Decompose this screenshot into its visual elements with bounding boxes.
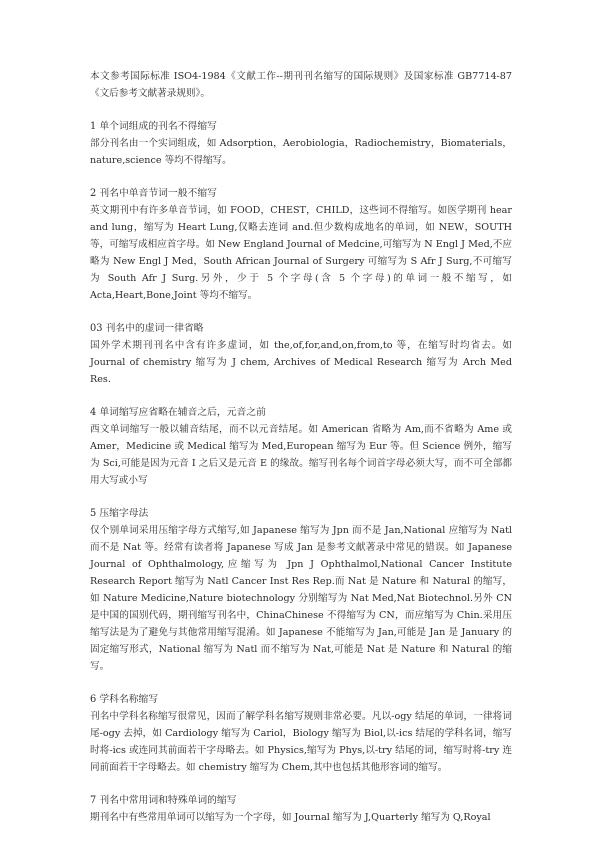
section-7 <box>90 792 512 826</box>
document-page <box>90 68 512 842</box>
section-1 <box>90 118 512 169</box>
section-heading: 2 刊名中单音节词一般不缩写 <box>90 188 217 199</box>
section-heading: 1 单个词组成的刊名不得缩写 <box>90 121 217 132</box>
section-5 <box>90 505 512 675</box>
section-heading: 7 刊名中常用词和特殊单词的缩写 <box>90 795 237 806</box>
section-6 <box>90 691 512 776</box>
section-body: 部分刊名由一个实词组成，如 Adsorption，Aerobiologia，Radiochemistry，Biomaterials，nature,science 等均不得缩写。 <box>90 138 512 166</box>
section-heading: 4 单词缩写应省略在辅音之后，元音之前 <box>90 407 266 418</box>
section-body: 仅个别单词采用压缩字母方式缩写,如 Japanese 缩写为 Jpn 而不是 Jan,National 应缩写为 Natl 而不是 Nat 等。经常有读者将 Japanese 写成 Jan 是参考文献著录中常见的错误。如 Japanese Journal of Ophthalmology,应缩写为 Jpn J Ophthalmol,National Cancer Institute Research Report 缩写为 Natl Cancer Inst Res Rep.而 Nat 是 Nature 和 Natural 的缩写，如 Nature Medicine,Nature biotechnology 分别缩写为 Nat Med,Nat Biotechnol.另外 CN 是中国的国别代码，期刊缩写刊名中，ChinaChinese 不得缩写为 CN，而应缩写为 Chin.采用压缩写法是为了避免与其他常用缩写混淆。如 Japanese 不能缩写为 Jan,可能是 Jan 是 January 的固定缩写形式，National 缩写为 Natl 而不缩写为 Nat,可能是 Nat 是 Nature 和 Natural 的缩写。 <box>90 525 512 672</box>
section-2 <box>90 185 512 304</box>
section-body: 刊名中学科名称缩写很常见，因而了解学科名缩写规则非常必要。凡以-ogy 结尾的单词，一律将词尾-ogy 去掉，如 Cardiology 缩写为 Cariol，Biology 缩写为 Biol,以-ics 结尾的学科名词，缩写时将-ics 或连同其前面若干字母略去。如 Physics,缩写为 Phys,以-try 结尾的词，缩写时将-try 连同前面若干字母略去。如 chemistry 缩写为 Chem,其中也包括其他形容词的缩写。 <box>90 711 512 773</box>
section-4 <box>90 404 512 489</box>
section-body: 西文单词缩写一般以辅音结尾，而不以元音结尾。如 American 省略为 Am,而不省略为 Ame 或 Amer，Medicine 或 Medical 缩写为 Med,European 缩写为 Eur 等。但 Science 例外，缩写为 Sci,可能是因为元音 I 之后又是元音 E 的缘故。缩写刊名每个词首字母必须大写，而不可全部都用大写或小写 <box>90 424 512 486</box>
section-body: 期刊名中有些常用单词可以缩写为一个字母，如 Journal 缩写为 J,Quarterly 缩写为 Q,Royal <box>90 812 491 823</box>
section-heading: 6 学科名称缩写 <box>90 694 159 705</box>
section-body: 国外学术期刊刊名中含有许多虚词，如 the,of,for,and,on,from,to 等，在缩写时均省去。如 Journal of chemistry 缩写为 J chem, Archives of Medical Research 缩写为 Arch Med Res. <box>90 340 512 385</box>
section-3 <box>90 320 512 388</box>
section-heading: 03 刊名中的虚词一律省略 <box>90 323 204 334</box>
intro-paragraph: 本文参考国际标准 ISO4-1984《文献工作--期刊刊名缩写的国际规则》及国家标准 GB7714-87《文后参考文献著录规则》。 <box>90 71 512 99</box>
section-body: 英文期刊中有许多单音节词，如 FOOD，CHEST，CHILD，这些词不得缩写。如医学期刊 hear and lung，缩写为 Heart Lung,仅略去连词 and.但少数构成地名的单词，如 NEW，SOUTH 等，可缩写成相应首字母。如 New England Journal of Medcine,可缩写为 N Engl J Med,不应略为 New Engl J Med，South African Journal of Surgery 可缩写为 S Afr J Surg,不可缩写为 South Afr J Surg.另外，少于 5 个字母(含 5 个字母)的单词一般不缩写，如 Acta,Heart,Bone,Joint 等均不缩写。 <box>90 205 512 301</box>
section-heading: 5 压缩字母法 <box>90 508 149 519</box>
